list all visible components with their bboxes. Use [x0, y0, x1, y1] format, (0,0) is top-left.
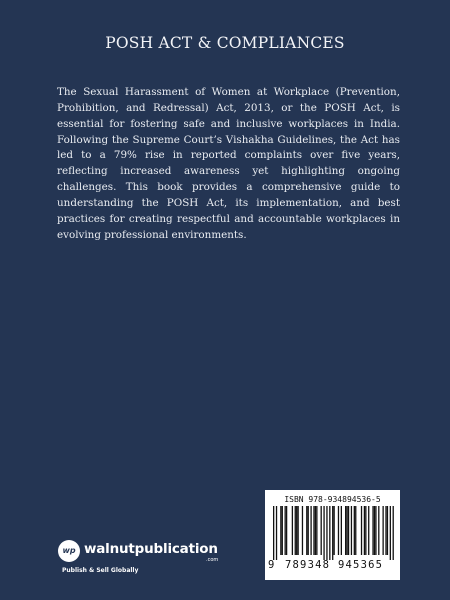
barcode-bar — [323, 506, 324, 560]
barcode-bar — [393, 506, 394, 560]
barcode-bar — [286, 506, 287, 555]
barcode-bar — [308, 506, 309, 555]
barcode-bar — [276, 506, 277, 560]
walnut-logo-icon: wp — [58, 540, 80, 562]
barcode-bar — [296, 506, 297, 555]
barcode-bar — [372, 506, 373, 555]
barcode-bar — [280, 506, 281, 555]
barcode-bar — [375, 506, 376, 555]
barcode-bar — [390, 506, 391, 560]
barcode-bar — [378, 506, 379, 555]
barcode-bar — [345, 506, 346, 555]
barcode-bar — [292, 506, 293, 555]
barcode-bar — [302, 506, 303, 555]
barcode-bar — [285, 506, 286, 555]
isbn-label: ISBN 978-934894536-5 — [284, 495, 381, 504]
barcode-bar — [355, 506, 356, 555]
barcode-bar — [346, 506, 347, 555]
book-title: POSH ACT & COMPLIANCES — [105, 34, 345, 52]
barcode-bar — [273, 506, 274, 560]
barcode-bar — [374, 506, 375, 555]
barcode-bar — [354, 506, 355, 555]
isbn-digits-right: 945365 — [338, 559, 384, 571]
barcode-bar — [382, 506, 383, 555]
barcode-bar — [310, 506, 311, 555]
barcode-bar — [351, 506, 352, 555]
book-description: The Sexual Harassment of Women at Workplace (Prevention, Prohibition, and Redressal) Act, 2013, or the POSH Act, is essential for fostering safe and inclusive workplaces in India. Following the Supreme Court’s Vishakha Guidelines, the Act has led to a 79% rise in reported complaints over five years, reflecting increased awareness yet highlighting ongoing challenges. This book provides a comprehensive guide to understanding the POSH Act, its implementation, and best practices for creating respectful and accountable workplaces in evolving professional environments. — [57, 86, 400, 241]
barcode-bar — [365, 506, 366, 555]
publisher-tagline: Publish & Sell Globally — [62, 567, 139, 574]
barcode-bar — [326, 506, 327, 560]
barcode-bar — [385, 506, 386, 555]
isbn-barcode — [265, 490, 400, 580]
barcode-bar — [316, 506, 317, 555]
barcode-bar — [313, 506, 314, 555]
barcode-bar — [297, 506, 298, 555]
publisher-logo — [58, 540, 248, 580]
barcode-bar — [321, 506, 322, 555]
publisher-name: walnutpublication — [84, 541, 218, 557]
barcode-bar — [334, 506, 335, 555]
barcode-bar — [368, 506, 369, 555]
barcode-bar — [387, 506, 388, 555]
barcode-bar — [329, 506, 330, 560]
barcode-bar — [361, 506, 362, 555]
barcode-bar — [364, 506, 365, 555]
barcode-bar — [306, 506, 307, 555]
barcode-bar — [338, 506, 339, 555]
isbn-digit-first: 9 — [268, 559, 275, 571]
barcode-bars — [273, 506, 394, 560]
barcode-bar — [332, 506, 333, 560]
barcode-bar — [315, 506, 316, 555]
barcode-bar — [282, 506, 283, 555]
barcode-bar — [295, 506, 296, 555]
isbn-digits-left: 789348 — [285, 559, 331, 571]
barcode-bar — [341, 506, 342, 555]
barcode-bar — [348, 506, 349, 555]
publisher-domain: .com — [206, 557, 219, 563]
